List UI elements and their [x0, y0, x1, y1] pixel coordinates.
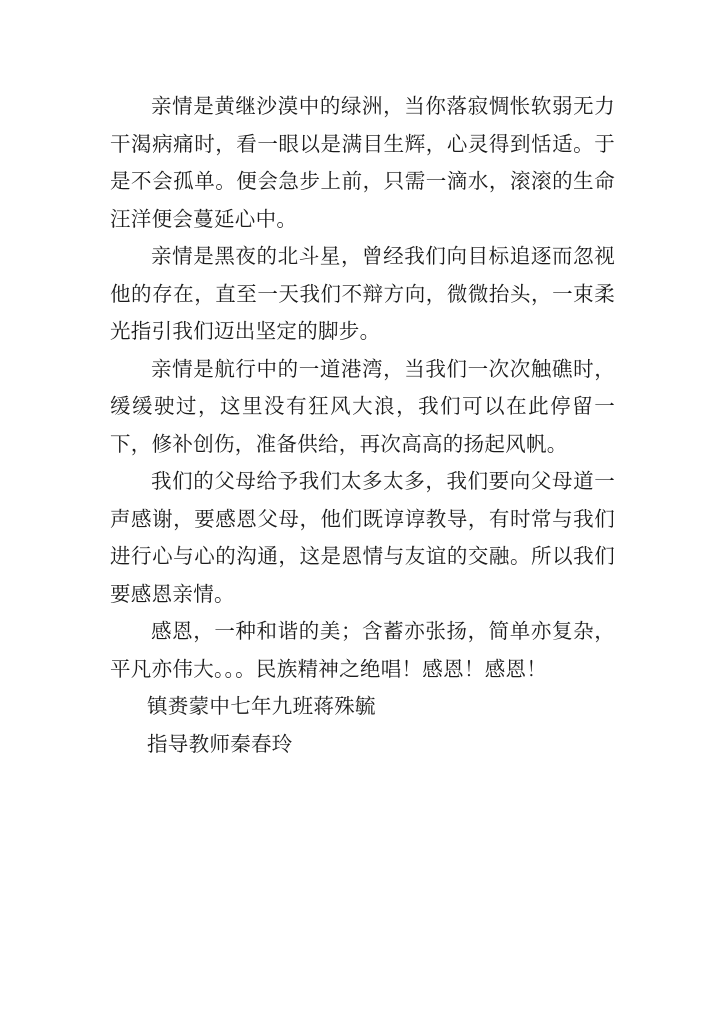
paragraph-parents: 我们的父母给予我们太多太多，我们要向父母道一声感谢，要感恩父母，他们既谆谆教导，有时常与我们进行心与心的沟通，这是恩情与友谊的交融。所以我们要感恩亲情。 — [110, 469, 615, 606]
teacher-line: 指导教师秦春玲 — [147, 731, 293, 756]
essay-body — [110, 88, 615, 763]
paragraph-north-star: 亲情是黑夜的北斗星，曾经我们向目标追逐而忽视他的存在，直至一天我们不辩方向，微微抬头，一束柔光指引我们迈出坚定的脚步。 — [110, 244, 615, 343]
author-line: 镇赉蒙中七年九班蒋殊毓 — [147, 694, 376, 718]
paragraph-oasis: 亲情是黄继沙漠中的绿洲，当你落寂惆怅软弱无力干渴病痛时，看一眼以是满目生辉，心灵得到恬适。于是不会孤单。便会急步上前，只需一滴水，滚滚的生命汪洋便会蔓延心中。 — [110, 94, 615, 231]
paragraph-harbor: 亲情是航行中的一道港湾，当我们一次次触礁时，缓缓驶过，这里没有狂风大浪，我们可以在此停留一下，修补创伤，准备供给，再次高高的扬起风帆。 — [110, 356, 615, 456]
paragraph-gratitude: 感恩，一种和谐的美；含蓄亦张扬，简单亦复杂，平凡亦伟大。。。民族精神之绝唱！感恩！感恩！ — [110, 619, 615, 681]
